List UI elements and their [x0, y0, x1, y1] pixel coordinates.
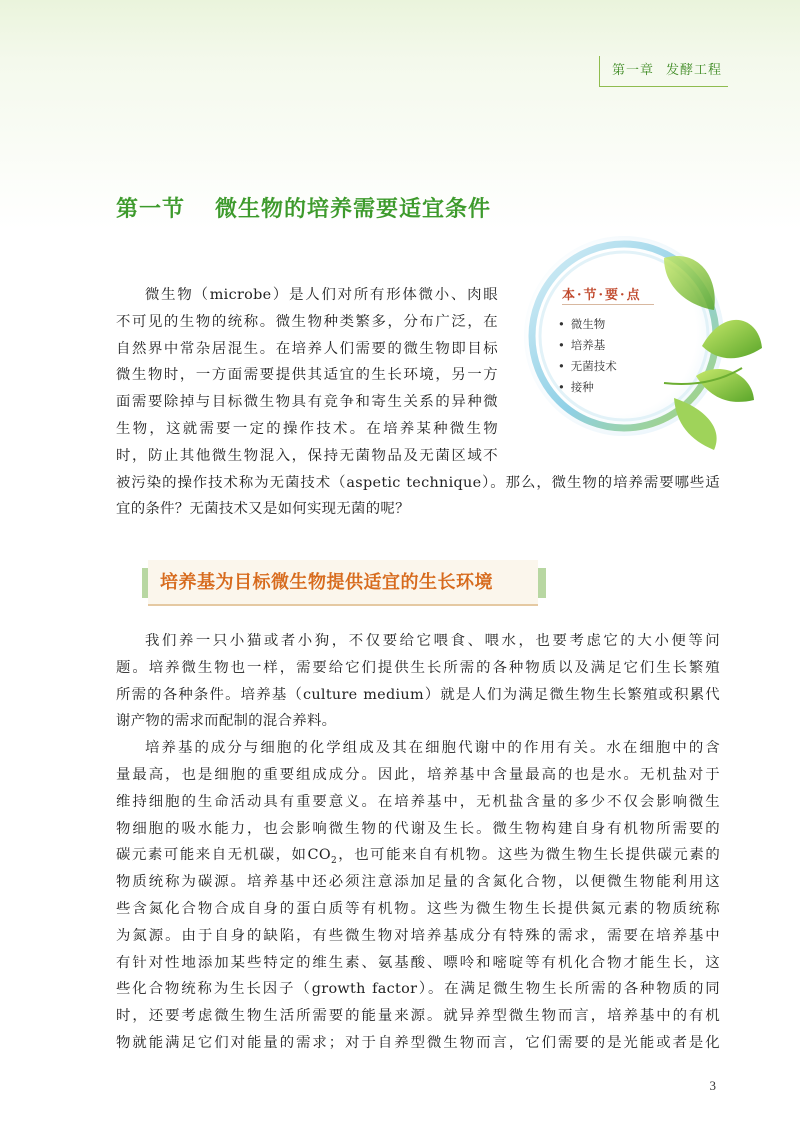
key-points-list	[558, 314, 617, 398]
key-point-item: • 培养基	[558, 335, 617, 356]
heading-accent-right	[538, 568, 546, 598]
body-line: 谢产物的需求而配制的混合养料。	[116, 713, 337, 730]
intro-line: 微生物（microbe）是人们对所有形体微小、肉眼	[145, 287, 498, 303]
body-line: 我们养一只小猫或者小狗，不仅要给它喂食、喂水，也要考虑它的大小便等问	[145, 633, 720, 649]
body-line: 物就能满足它们对能量的需求；对于自养型微生物而言，它们需要的是光能或者是化	[116, 1035, 720, 1051]
body-line: 些含氮化合物合成自身的蛋白质等有机物。这些为微生物生长提供氮元素的物质统称	[116, 901, 720, 917]
body-line: 时，还要考虑微生物生活所需要的能量来源。就异养型微生物而言，培养基中的有机	[116, 1008, 720, 1025]
key-point-item: • 无菌技术	[558, 356, 617, 377]
key-points-title: 本·节·要·点	[562, 288, 642, 303]
key-point-item: • 接种	[558, 377, 617, 398]
body-line: 有针对性地添加某些特定的维生素、氨基酸、嘌呤和嘧啶等有机化合物才能生长，这	[116, 954, 720, 971]
intro-line: 微生物时，一方面需要提供其适宜的生长环境，另一方	[116, 367, 498, 384]
body-line: 物质统称为碳源。培养基中还必须注意添加足量的含氮化合物，以便微生物能利用这	[116, 874, 720, 891]
intro-line: 被污染的操作技术称为无菌技术（aspetic technique）。那么，微生物的培养需要哪些适	[116, 474, 720, 491]
body-line: 为氮源。由于自身的缺陷，有些微生物对培养基成分有特殊的需求，需要在培养基中	[116, 927, 720, 944]
page-number: 3	[709, 1078, 716, 1093]
chapter-title: 发酵工程	[665, 63, 722, 78]
intro-line: 宜的条件？无菌技术又是如何实现无菌的呢？	[116, 501, 410, 518]
key-points-rule	[562, 304, 654, 305]
intro-line: 面需要除掉与目标微生物具有竞争和寄生关系的异种微	[116, 394, 498, 411]
body-line: 所需的各种条件。培养基（culture medium）就是人们为满足微生物生长繁殖或积累代	[116, 686, 720, 703]
leaf-ring-decoration	[514, 228, 764, 458]
body-line: 物细胞的吸水能力，也会影响微生物的代谢及生长。微生物构建自身有机物所需要的	[116, 820, 720, 837]
body-line: 些化合物统称为生长因子（growth factor）。在满足微生物生长所需的各种物质的同	[116, 981, 720, 998]
heading-accent-left	[142, 568, 148, 598]
intro-line: 时，防止其他微生物混入，保持无菌物品及无菌区域不	[116, 447, 498, 464]
subsection-heading: 培养基为目标微生物提供适宜的生长环境	[160, 572, 493, 593]
intro-line: 生物，这就需要一定的操作技术。在培养某种微生物	[116, 421, 498, 437]
intro-line: 不可见的生物的统称。微生物种类繁多，分布广泛，在	[116, 313, 498, 330]
body-line: 维持细胞的生命活动具有重要意义。在培养基中，无机盐含量的多少不仅会影响微生	[116, 793, 720, 810]
section-title	[116, 192, 491, 223]
body-line: 题。培养微生物也一样，需要给它们提供生长所需的各种物质以及满足它们生长繁殖	[116, 659, 720, 676]
key-points-box	[514, 228, 764, 458]
body-line: 量最高，也是细胞的重要组成成分。因此，培养基中含量最高的也是水。无机盐对于	[116, 767, 720, 783]
chapter-header	[599, 56, 728, 87]
section-heading: 微生物的培养需要适宜条件	[215, 197, 492, 222]
key-point-item: • 微生物	[558, 314, 617, 335]
chapter-number: 第一章	[611, 63, 654, 78]
body-line: 碳元素可能来自无机碳，如$CO_2$，也可能来自有机物。这些为微生物生长提供碳元素的	[116, 847, 721, 867]
section-number: 第一节	[116, 197, 186, 222]
subsection-heading-box	[148, 560, 538, 606]
body-line: 培养基的成分与细胞的化学组成及其在细胞代谢中的作用有关。水在细胞中的含	[145, 740, 720, 757]
intro-line: 自然界中常杂居混生。在培养人们需要的微生物即目标	[116, 340, 498, 357]
